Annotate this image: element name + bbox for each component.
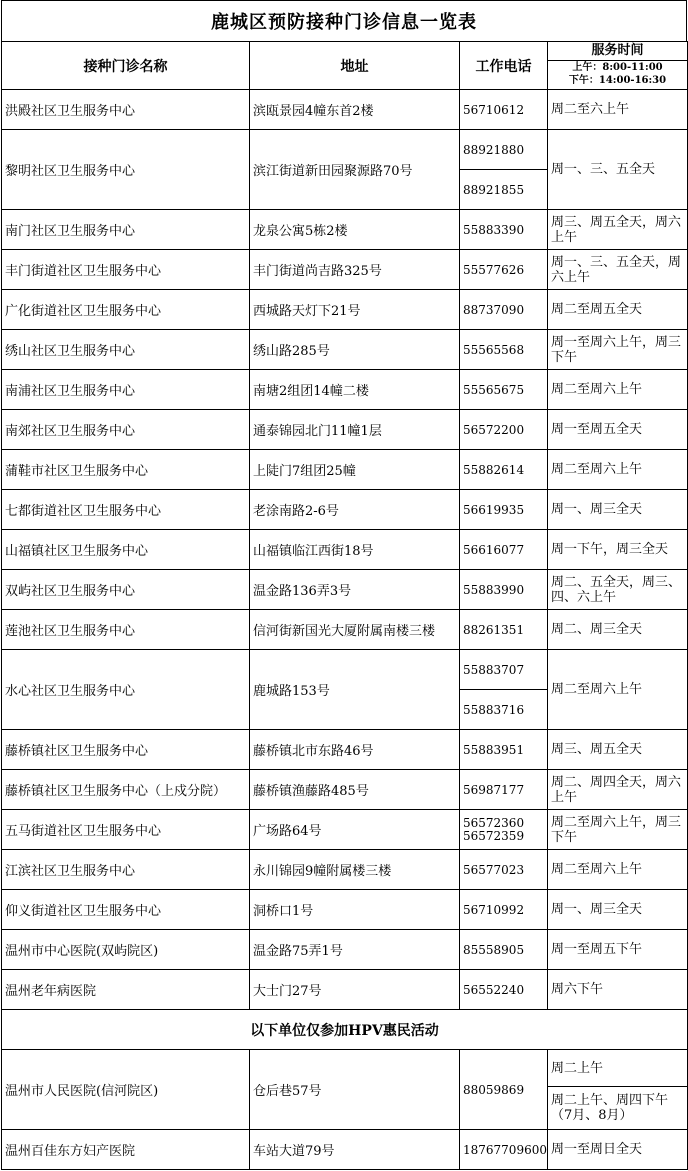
clinic-service: 周三、周五全天 — [548, 730, 688, 770]
clinic-address: 上陡门7组团25幢 — [250, 450, 460, 490]
clinic-phone: 55565568 — [460, 330, 548, 370]
clinic-phone: 55577626 — [460, 250, 548, 290]
table-row — [2, 850, 688, 890]
table-row — [2, 130, 688, 170]
clinic-name: 绣山社区卫生服务中心 — [2, 330, 250, 370]
table-row — [2, 1050, 688, 1087]
clinic-service: 周二至周六上午 — [548, 450, 688, 490]
clinic-service: 周二、周四全天，周六上午 — [548, 770, 688, 810]
clinic-name: 江滨社区卫生服务中心 — [2, 850, 250, 890]
clinic-name: 南门社区卫生服务中心 — [2, 210, 250, 250]
page-title: 鹿城区预防接种门诊信息一览表 — [1, 0, 687, 41]
clinic-service: 周一、周三全天 — [548, 890, 688, 930]
header-address: 地址 — [250, 42, 460, 90]
clinic-service: 周一至周日全天 — [548, 1130, 688, 1170]
clinic-phone: 88059869 — [460, 1050, 548, 1130]
clinic-phone: 56572360 — [463, 815, 525, 830]
clinic-phone: 88261351 — [460, 610, 548, 650]
clinic-phone-alt: 56572359 — [463, 828, 525, 843]
clinic-address: 通泰锦园北门11幢1层 — [250, 410, 460, 450]
clinic-phone: 55882614 — [460, 450, 548, 490]
table-row — [2, 450, 688, 490]
header-service-pm: 下午：14:00-16:30 — [568, 75, 667, 86]
clinic-phone: 55883707 — [460, 650, 548, 690]
clinic-name: 温州市中心医院(双屿院区) — [2, 930, 250, 970]
table-row — [2, 250, 688, 290]
clinic-phone: 56572200 — [460, 410, 548, 450]
table-row — [2, 970, 688, 1010]
clinic-service: 周一下午，周三全天 — [548, 530, 688, 570]
clinic-phone: 56577023 — [460, 850, 548, 890]
header-service-am: 上午：8:00-11:00 — [572, 62, 663, 73]
clinic-service: 周一至周五下午 — [548, 930, 688, 970]
clinic-name: 丰门街道社区卫生服务中心 — [2, 250, 250, 290]
table-row — [2, 530, 688, 570]
clinic-phone-alt: 55883716 — [460, 690, 548, 730]
table-row — [2, 90, 688, 130]
clinic-phone: 56619935 — [460, 490, 548, 530]
table-row — [2, 930, 688, 970]
clinic-service: 周一、三、五全天，周六上午 — [548, 250, 688, 290]
clinic-phone-alt: 88921855 — [460, 170, 548, 210]
clinic-name: 黎明社区卫生服务中心 — [2, 130, 250, 210]
clinic-address: 车站大道79号 — [250, 1130, 460, 1170]
clinic-name: 广化街道社区卫生服务中心 — [2, 290, 250, 330]
clinic-address: 滨江街道新田园聚源路70号 — [250, 130, 460, 210]
clinic-service: 周一至周五全天 — [548, 410, 688, 450]
clinic-service: 周二至周六上午 — [548, 650, 688, 730]
clinic-phone: 88921880 — [460, 130, 548, 170]
clinic-service: 周一、三、五全天 — [548, 130, 688, 210]
clinic-phone: 88737090 — [460, 290, 548, 330]
clinic-address: 大士门27号 — [250, 970, 460, 1010]
table-row — [2, 210, 688, 250]
clinic-service: 周六下午 — [548, 970, 688, 1010]
clinic-address: 温金路136弄3号 — [250, 570, 460, 610]
section-label: 以下单位仅参加HPV惠民活动 — [2, 1010, 688, 1050]
clinic-service: 周二上午 — [548, 1050, 688, 1087]
clinic-address: 鹿城路153号 — [250, 650, 460, 730]
clinic-service: 周二至周六上午，周三下午 — [548, 810, 688, 850]
clinic-name: 山福镇社区卫生服务中心 — [2, 530, 250, 570]
clinic-name: 七都街道社区卫生服务中心 — [2, 490, 250, 530]
clinic-name: 南郊社区卫生服务中心 — [2, 410, 250, 450]
clinic-address: 龙泉公寓5栋2楼 — [250, 210, 460, 250]
clinic-name: 温州市人民医院(信河院区) — [2, 1050, 250, 1130]
clinic-name: 水心社区卫生服务中心 — [2, 650, 250, 730]
table-row — [2, 410, 688, 450]
clinic-address: 山福镇临江西街18号 — [250, 530, 460, 570]
header-service — [548, 42, 688, 90]
clinic-name: 蒲鞋市社区卫生服务中心 — [2, 450, 250, 490]
clinic-phone: 55883990 — [460, 570, 548, 610]
table-row — [2, 810, 688, 850]
table-row — [2, 490, 688, 530]
clinic-address: 藤桥镇渔藤路485号 — [250, 770, 460, 810]
clinic-service: 周二至周六上午 — [548, 850, 688, 890]
clinic-phone: 18767709600 — [460, 1130, 548, 1170]
clinic-address: 绣山路285号 — [250, 330, 460, 370]
clinic-address: 信河街新国光大厦附属南楼三楼 — [250, 610, 460, 650]
table-row — [2, 1130, 688, 1170]
table-row — [2, 570, 688, 610]
clinic-address: 洞桥口1号 — [250, 890, 460, 930]
clinic-address: 西城路天灯下21号 — [250, 290, 460, 330]
table-row — [2, 730, 688, 770]
clinic-address: 滨瓯景园4幢东首2楼 — [250, 90, 460, 130]
table-row — [2, 290, 688, 330]
clinic-table — [1, 41, 688, 1170]
header-service-title: 服务时间 — [548, 42, 687, 61]
clinic-name: 双屿社区卫生服务中心 — [2, 570, 250, 610]
clinic-name: 仰义街道社区卫生服务中心 — [2, 890, 250, 930]
clinic-address: 南塘2组团14幢二楼 — [250, 370, 460, 410]
schedule-sheet — [1, 0, 687, 1170]
clinic-service: 周一、周三全天 — [548, 490, 688, 530]
clinic-name: 莲池社区卫生服务中心 — [2, 610, 250, 650]
clinic-address: 仓后巷57号 — [250, 1050, 460, 1130]
header-phone: 工作电话 — [460, 42, 548, 90]
clinic-address: 永川锦园9幢附属楼三楼 — [250, 850, 460, 890]
clinic-service: 周三、周五全天，周六上午 — [548, 210, 688, 250]
clinic-address: 老涂南路2-6号 — [250, 490, 460, 530]
header-name: 接种门诊名称 — [2, 42, 250, 90]
clinic-phone-cell — [460, 810, 548, 850]
clinic-service-alt: 周二上午、周四下午（7月、8月） — [548, 1087, 688, 1130]
clinic-phone: 55565675 — [460, 370, 548, 410]
table-row — [2, 770, 688, 810]
clinic-address: 丰门街道尚吉路325号 — [250, 250, 460, 290]
clinic-service: 周二、周三全天 — [548, 610, 688, 650]
section-row — [2, 1010, 688, 1050]
clinic-phone: 56710612 — [460, 90, 548, 130]
clinic-service: 周二至周六上午 — [548, 370, 688, 410]
table-row — [2, 610, 688, 650]
clinic-service: 周一至周六上午，周三下午 — [548, 330, 688, 370]
clinic-service: 周二、五全天，周三、四、六上午 — [548, 570, 688, 610]
clinic-name: 温州百佳东方妇产医院 — [2, 1130, 250, 1170]
clinic-phone: 56552240 — [460, 970, 548, 1010]
clinic-address: 藤桥镇北市东路46号 — [250, 730, 460, 770]
clinic-phone: 56710992 — [460, 890, 548, 930]
clinic-phone: 56987177 — [460, 770, 548, 810]
table-row — [2, 330, 688, 370]
clinic-phone: 55883390 — [460, 210, 548, 250]
clinic-name: 洪殿社区卫生服务中心 — [2, 90, 250, 130]
table-row — [2, 890, 688, 930]
table-row — [2, 650, 688, 690]
clinic-service: 周二至周五全天 — [548, 290, 688, 330]
clinic-table-body — [2, 90, 688, 1170]
clinic-name: 温州老年病医院 — [2, 970, 250, 1010]
clinic-name: 藤桥镇社区卫生服务中心 — [2, 730, 250, 770]
clinic-name: 五马街道社区卫生服务中心 — [2, 810, 250, 850]
clinic-name: 藤桥镇社区卫生服务中心（上戍分院） — [2, 770, 250, 810]
clinic-phone: 55883951 — [460, 730, 548, 770]
clinic-address: 温金路75弄1号 — [250, 930, 460, 970]
clinic-phone: 56616077 — [460, 530, 548, 570]
clinic-phone: 85558905 — [460, 930, 548, 970]
table-row — [2, 370, 688, 410]
clinic-name: 南浦社区卫生服务中心 — [2, 370, 250, 410]
clinic-service: 周二至六上午 — [548, 90, 688, 130]
clinic-address: 广场路64号 — [250, 810, 460, 850]
